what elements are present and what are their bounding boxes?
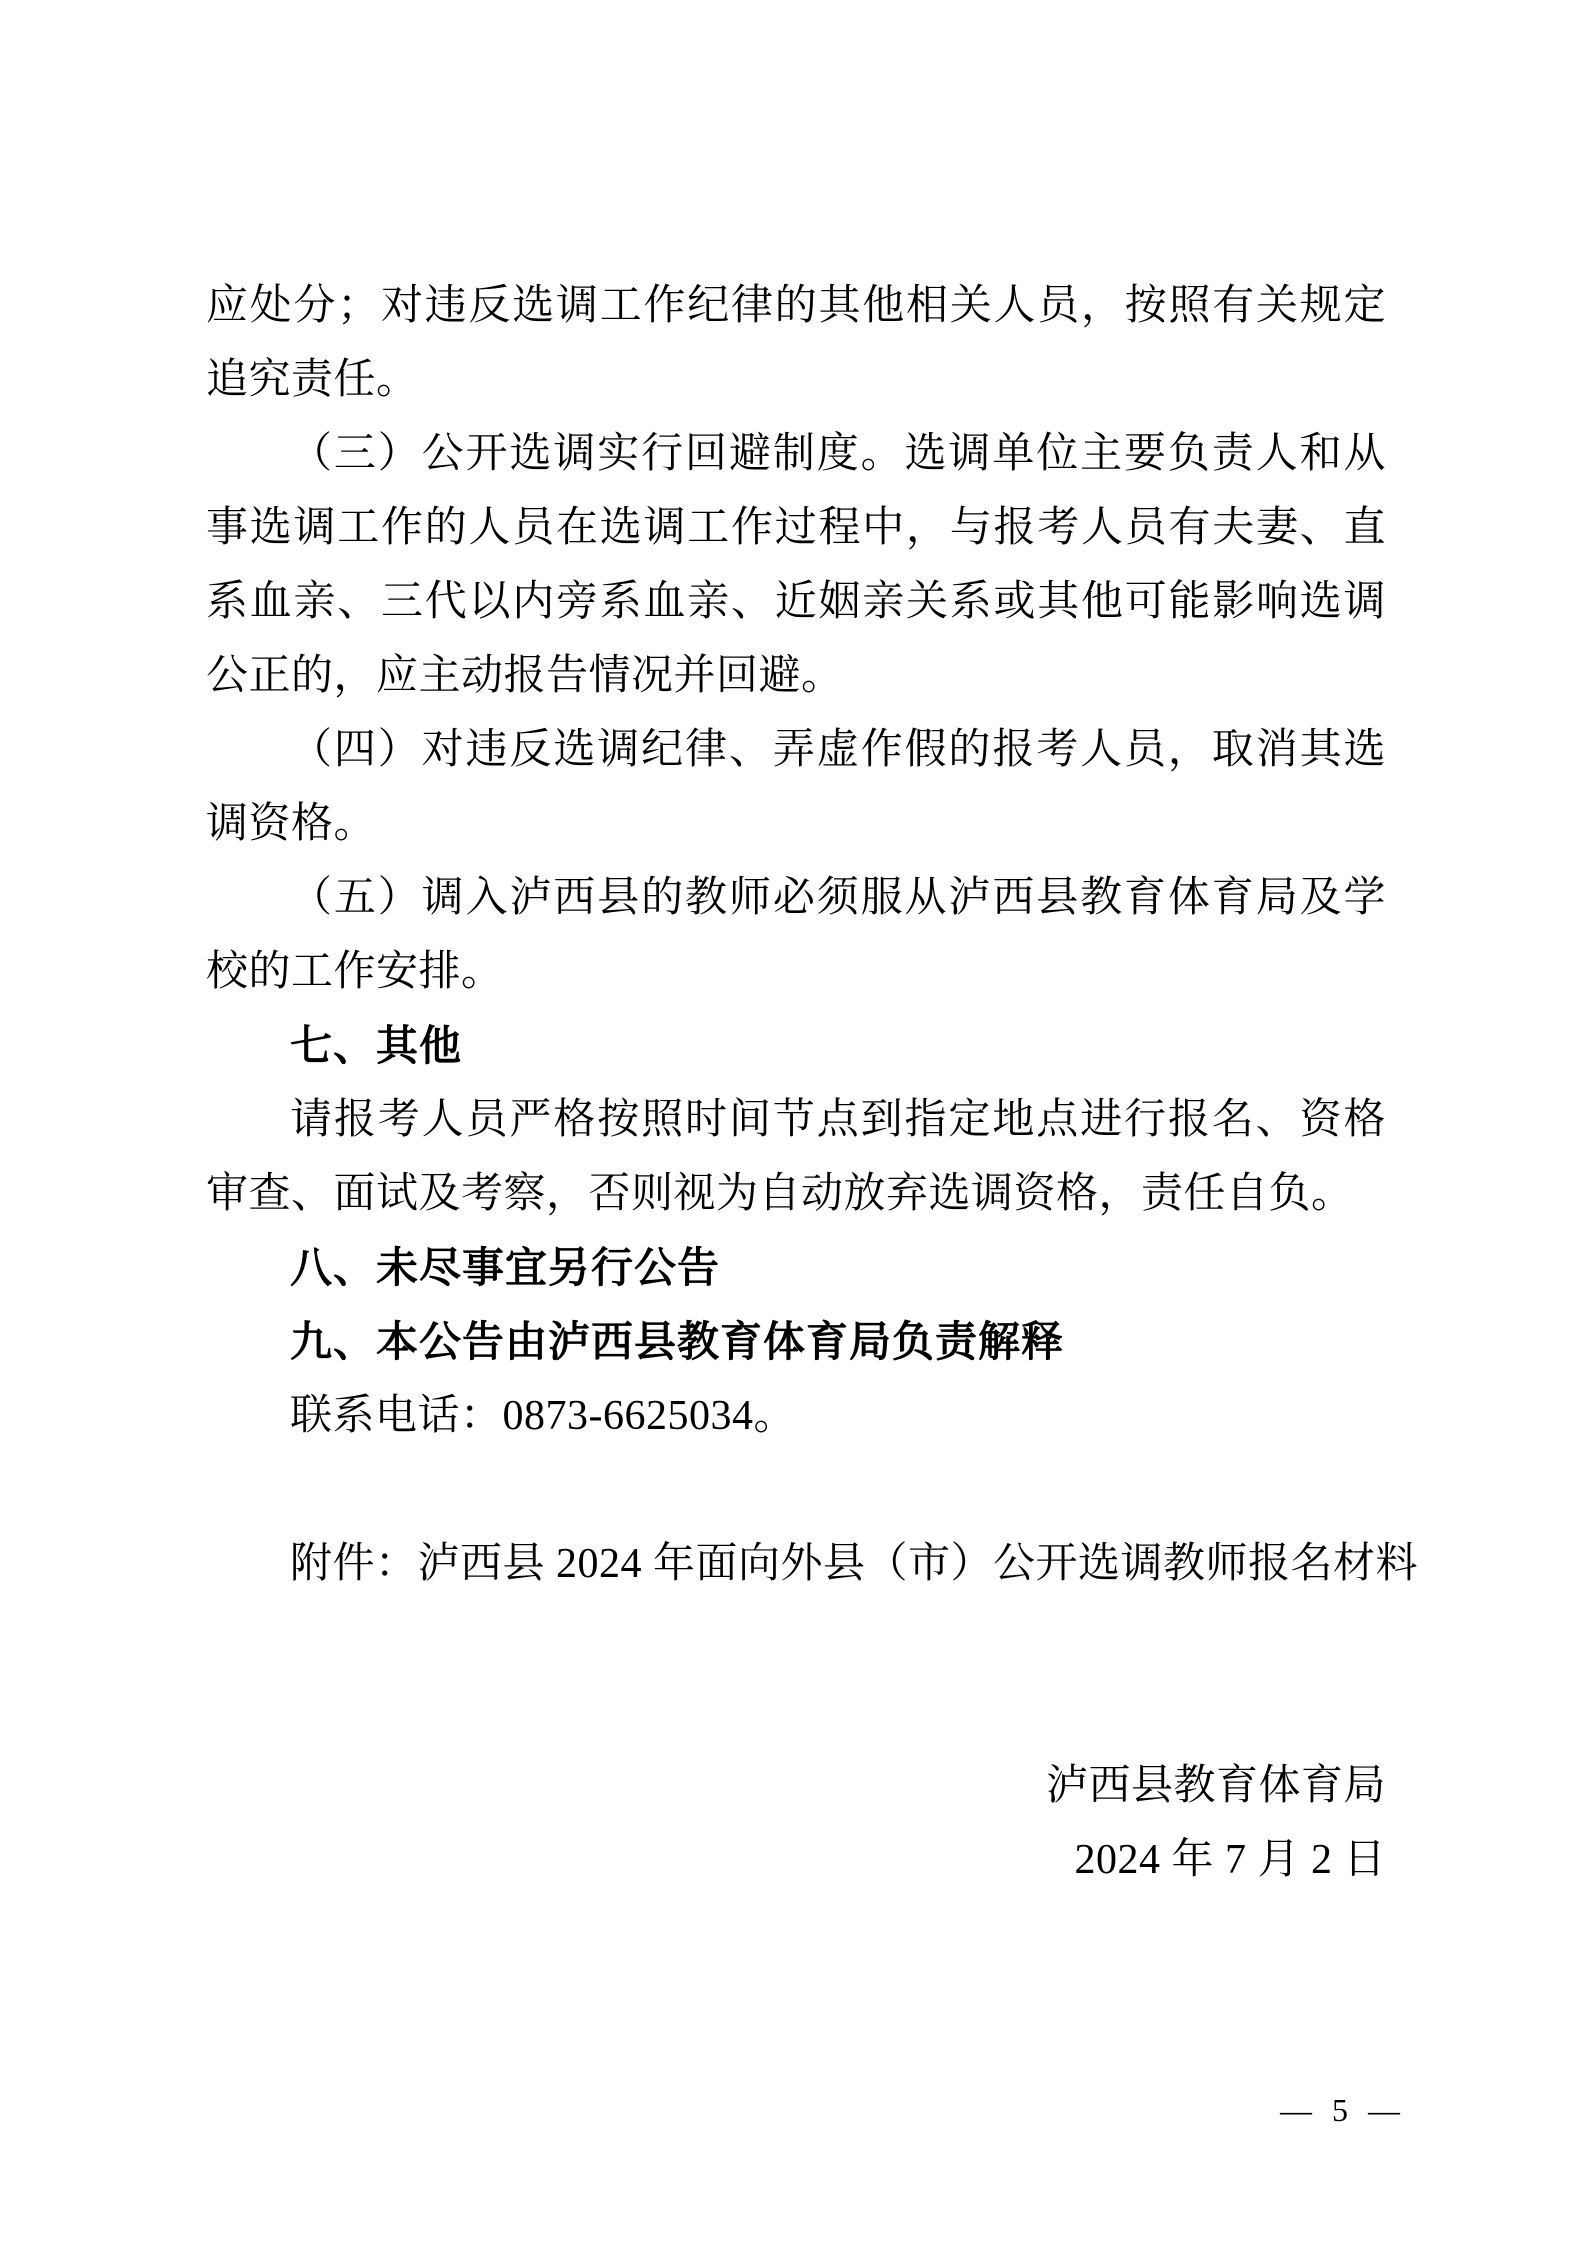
attachment-line: 附件：泸西县 2024 年面向外县（市）公开选调教师报名材料 (290, 1541, 1419, 1587)
heading-section-seven-other: 七、其他 (290, 1022, 463, 1069)
paragraph-disciplinary-continuation: 应处分；对违反选调工作纪律的其他相关人员，按照有关规定追究责任。 (206, 283, 1386, 403)
paragraph-item-three-recusal: （三）公开选调实行回避制度。选调单位主要负责人和从事选调工作的人员在选调工作过程中，与报考人员有夫妻、直系血亲、三代以内旁系血亲、近姻亲关系或其他可能影响选调公正的，应主动报告情况并回避。 (206, 431, 1386, 699)
paragraph-deadline-notice: 请报考人员严格按照时间节点到指定地点进行报名、资格审查、面试及考察，否则视为自动放弃选调资格，责任自负。 (206, 1097, 1386, 1217)
signature-org: 泸西县教育体育局 (1045, 1763, 1386, 1809)
page-number: — 5 — (1280, 2092, 1400, 2128)
contact-phone-line: 联系电话：0873-6625034。 (290, 1393, 796, 1439)
heading-section-eight-further-notice: 八、未尽事宜另行公告 (290, 1244, 721, 1291)
document-body (206, 269, 1419, 1897)
signature-block (206, 1749, 1386, 1897)
signature-date: 2024 年 7 月 2 日 (1074, 1837, 1386, 1883)
heading-section-nine-interpretation: 九、本公告由泸西县教育体育局负责解释 (290, 1318, 1065, 1365)
paragraph-item-four-disqualification: （四）对违反选调纪律、弄虚作假的报考人员，取消其选调资格。 (206, 727, 1386, 847)
paragraph-item-five-obey-arrangement: （五）调入泸西县的教师必须服从泸西县教育体育局及学校的工作安排。 (206, 875, 1386, 995)
